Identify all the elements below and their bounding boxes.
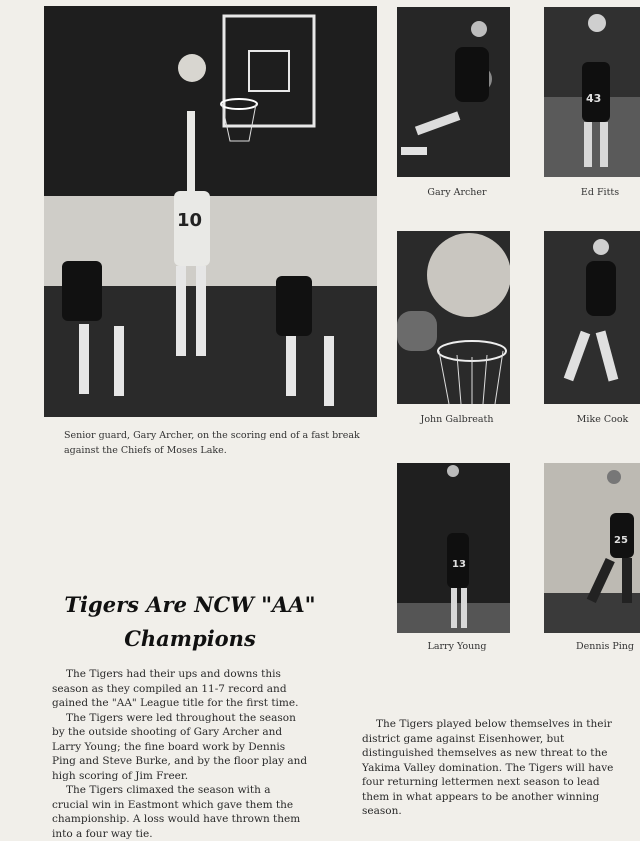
archer-photo [397,7,510,177]
caption-galbreath: John Galbreath [420,414,494,425]
page-headline [40,588,340,656]
ping-photo [544,463,640,633]
headline-line-1: Tigers Are NCW "AA" [64,592,316,617]
article-paragraph: The Tigers had their ups and downs this season as they compiled an 11-7 record and gained the "AA" League title for the first time. [52,668,299,709]
cook-photo [544,231,640,404]
caption-archer: Gary Archer [427,187,487,198]
main-jersey-number: 10 [177,210,203,231]
caption-fitts: Ed Fitts [580,187,620,198]
article-paragraph: The Tigers played below themselves in their district game against Eisenhower, but distinguished themselves as new threat to the Yakima Valley domination. The Tigers will have four returning lettermen next season to lead them in what appears to be another winning season. [362,718,614,817]
caption-ping: Dennis Ping [575,641,635,652]
young-jersey-number: 13 [452,559,466,570]
article-paragraph: The Tigers climaxed the season with a crucial win in Eastmont which gave them the championship. A loss would have thrown them into a four way tie. [52,784,301,840]
article-right-column [362,717,624,819]
young-photo [397,463,510,633]
caption-young: Larry Young [427,641,487,652]
main-photo-caption: Senior guard, Gary Archer, on the scoring end of a fast break against the Chiefs of Moses Lake. [64,430,360,456]
main-game-photo [44,6,377,417]
caption-cook: Mike Cook [576,414,629,425]
article-left-column [52,667,310,841]
galbreath-photo [397,231,510,404]
fitts-photo [544,7,640,177]
headline-line-2: Champions [124,626,256,651]
article-paragraph: The Tigers were led throughout the season by the outside shooting of Gary Archer and Larry Young; the fine board work by Dennis Ping and Steve Burke, and by the floor play and high scoring of Jim Freer. [52,711,308,782]
ping-jersey-number: 25 [614,535,628,546]
fitts-jersey-number: 43 [586,92,602,105]
